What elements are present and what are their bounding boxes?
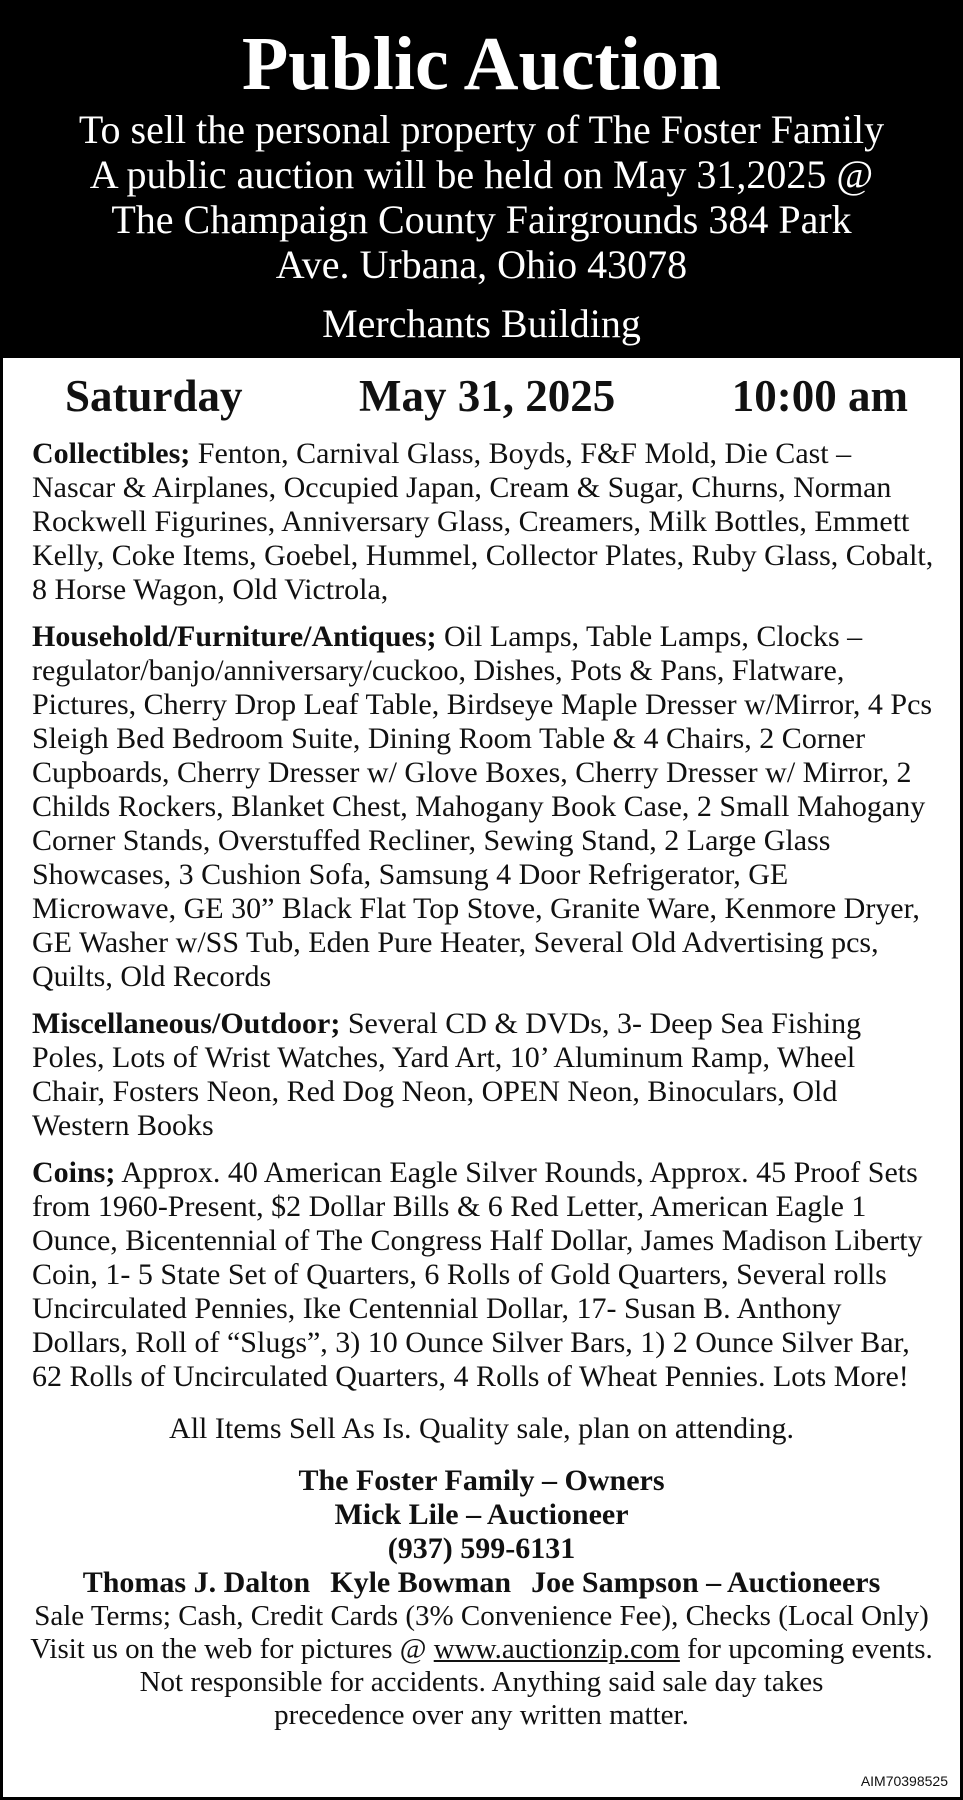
auctioneer-name: Thomas J. Dalton [82,1566,311,1599]
website-link[interactable]: www.auctionzip.com [433,1633,680,1665]
section-heading: Household/Furniture/Antiques; [32,620,437,653]
building-name: Merchants Building [322,301,641,346]
auctioneer-line: Mick Lile – Auctioneer [334,1498,629,1531]
web-line [3,1633,960,1666]
page-title: Public Auction [241,22,722,106]
sale-time: 10:00 am [731,371,908,421]
auctioneer-name: Kyle Bowman [330,1566,512,1599]
ad-code: AIM70398525 [860,1773,948,1789]
header-banner [3,3,960,358]
sale-day: Saturday [65,371,243,421]
sale-date: May 31, 2025 [359,371,616,421]
section-text: Several CD & DVDs, 3- Deep Sea Fishing Poles, Lots of Wrist Watches, Yard Art, 10’ Aluminum Ramp, Wheel Chair, Fosters Neon, Red Dog Neon, OPEN Neon, Binoculars, Old Western Books [32,1007,862,1142]
owners-line: The Foster Family – Owners [298,1464,665,1497]
sale-note: All Items Sell As Is. Quality sale, plan on attending. [169,1412,794,1445]
section-coins [3,1156,960,1394]
section-heading: Miscellaneous/Outdoor; [32,1007,341,1040]
disclaimer-line: Not responsible for accidents. Anything said sale day takes [139,1666,824,1698]
auctioneers-list [3,1566,960,1600]
intro-line: A public auction will be held on May 31,2025 @ [89,152,874,197]
section-text: Fenton, Carnival Glass, Boyds, F&F Mold, Die Cast – Nascar & Airplanes, Occupied Japan, Cream & Sugar, Churns, Norman Rockwell Figurines, Anniversary Glass, Creamers, Milk Bottles, Emmett Kelly, Coke Items, Goebel, Hummel, Collector Plates, Ruby Glass, Cobalt, 8 Horse Wagon, Old Victrola, [32,437,934,606]
section-collectibles [3,437,960,607]
venue-line: The Champaign County Fairgrounds 384 Park [111,197,852,242]
section-heading: Coins; [32,1156,116,1189]
venue-line: Ave. Urbana, Ohio 43078 [275,242,688,287]
web-suffix: for upcoming events. [679,1633,933,1665]
section-household [3,620,960,994]
section-miscellaneous [3,1007,960,1143]
phone-number: (937) 599-6131 [387,1532,576,1565]
web-prefix: Visit us on the web for pictures @ [30,1633,434,1665]
disclaimer-line: precedence over any written matter. [274,1699,689,1731]
section-heading: Collectibles; [32,437,191,470]
auctioneer-name: Joe Sampson – Auctioneers [531,1566,881,1599]
date-line [3,358,960,424]
section-text: Approx. 40 American Eagle Silver Rounds, Approx. 45 Proof Sets from 1960-Present, $2 Dollar Bills & 6 Red Letter, American Eagle 1 Ounce, Bicentennial of The Congress Half Dollar, James Madison Liberty Coin, 1- 5 State Set of Quarters, 6 Rolls of Gold Quarters, Several rolls Uncirculated Pennies, Ike Centennial Dollar, 17- Susan B. Anthony Dollars, Roll of “Slugs”, 3) 10 Ounce Silver Bars, 1) 2 Ounce Silver Bar, 62 Rolls of Uncirculated Quarters, 4 Rolls of Wheat Pennies. Lots More! [32,1156,923,1393]
sale-terms: Sale Terms; Cash, Credit Cards (3% Convenience Fee), Checks (Local Only) [34,1600,929,1632]
intro-line: To sell the personal property of The Foster Family [78,107,885,152]
section-text: Oil Lamps, Table Lamps, Clocks – regulator/banjo/anniversary/cuckoo, Dishes, Pots & Pans, Flatware, Pictures, Cherry Drop Leaf Table, Birdseye Maple Dresser w/Mirror, 4 Pcs Sleigh Bed Bedroom Suite, Dining Room Table & 4 Chairs, 2 Corner Cupboards, Cherry Dresser w/ Glove Boxes, Cherry Dresser w/ Mirror, 2 Childs Rockers, Blanket Chest, Mahogany Book Case, 2 Small Mahogany Corner Stands, Overstuffed Recliner, Sewing Stand, 2 Large Glass Showcases, 3 Cushion Sofa, Samsung 4 Door Refrigerator, GE Microwave, GE 30” Black Flat Top Stove, Granite Ware, Kenmore Dryer, GE Washer w/SS Tub, Eden Pure Heater, Several Old Advertising pcs, Quilts, Old Records [32,620,933,993]
